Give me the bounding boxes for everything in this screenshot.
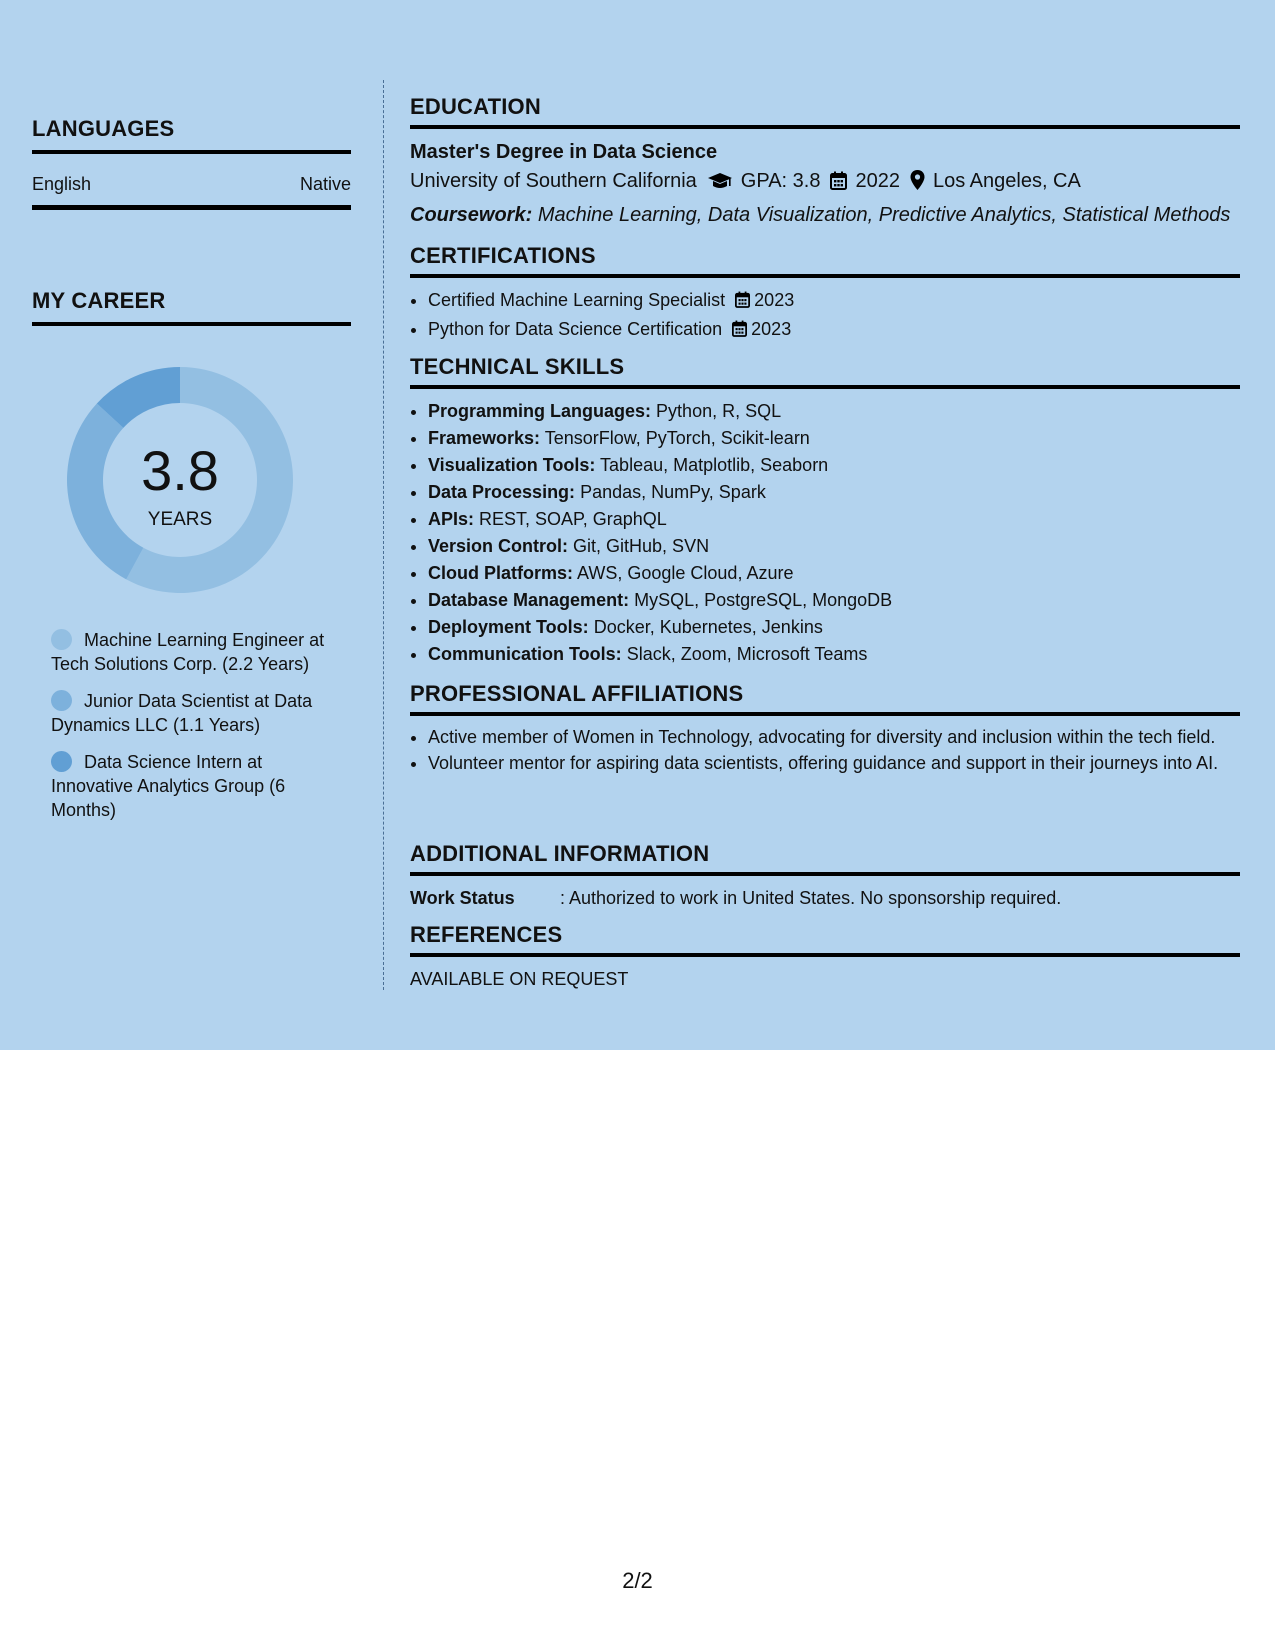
career-total-unit: YEARS [147, 509, 213, 530]
language-name: English [32, 174, 92, 194]
languages-heading: LANGUAGES [32, 116, 351, 154]
skill-value: Python, R, SQL [656, 401, 782, 421]
calendar-icon [735, 289, 750, 316]
affiliations-heading: PROFESSIONAL AFFILIATIONS [410, 681, 1240, 716]
work-status-value: : Authorized to work in United States. No sponsorship required. [560, 888, 1062, 908]
certifications-list [410, 287, 1240, 345]
references-section [410, 922, 1240, 992]
degree-title: Master's Degree in Data Science [410, 141, 718, 163]
skill-label: Version Control: [428, 536, 569, 556]
skill-item [428, 641, 1240, 668]
list-item [428, 287, 1240, 316]
skill-item [428, 506, 1240, 533]
certifications-heading: CERTIFICATIONS [410, 243, 1240, 278]
career-donut-chart [67, 367, 293, 593]
skill-value: MySQL, PostgreSQL, MongoDB [634, 590, 893, 610]
career-item [51, 689, 341, 737]
skill-item [428, 533, 1240, 560]
skills-list [410, 398, 1240, 668]
skill-label: Frameworks: [428, 428, 541, 448]
skill-item [428, 560, 1240, 587]
career-heading: MY CAREER [32, 288, 351, 326]
career-legend [51, 628, 341, 835]
additional-section [410, 841, 1240, 911]
additional-heading: ADDITIONAL INFORMATION [410, 841, 1240, 876]
calendar-icon [830, 169, 847, 200]
skill-item [428, 587, 1240, 614]
skill-label: APIs: [428, 509, 475, 529]
column-divider [383, 80, 384, 990]
skill-item [428, 398, 1240, 425]
education-location: Los Angeles, CA [932, 170, 1081, 192]
education-section [410, 94, 1240, 230]
coursework-label: Coursework: [410, 204, 533, 226]
education-details [410, 166, 1240, 200]
language-level: Native [299, 174, 351, 194]
legend-dot [51, 751, 72, 772]
language-row [32, 174, 351, 210]
list-item: • Volunteer mentor for aspiring data scientists, offering guidance and support in their journeys into AI. [428, 751, 1240, 776]
skill-value: Pandas, NumPy, Spark [580, 482, 766, 502]
certifications-section [410, 243, 1240, 345]
skill-value: TensorFlow, PyTorch, Scikit-learn [544, 428, 810, 448]
skill-value: Slack, Zoom, Microsoft Teams [626, 644, 868, 664]
graduation-cap-icon [707, 169, 733, 200]
gpa: GPA: 3.8 [740, 170, 821, 192]
donut-svg [67, 367, 293, 593]
list-item [428, 316, 1240, 345]
coursework-list: Machine Learning, Data Visualization, Predictive Analytics, Statistical Methods [537, 204, 1231, 226]
certification-year: 2023 [751, 319, 792, 339]
skill-label: Cloud Platforms: [428, 563, 574, 583]
location-pin-icon [910, 169, 925, 200]
work-status-row [410, 885, 1240, 911]
skill-label: Programming Languages: [428, 401, 652, 421]
affiliations-list [410, 725, 1240, 776]
education-heading: EDUCATION [410, 94, 1240, 129]
career-item [51, 750, 341, 822]
legend-dot [51, 629, 72, 650]
skill-label: Database Management: [428, 590, 630, 610]
certification-year: 2023 [754, 290, 795, 310]
career-item-label: Junior Data Scientist at Data Dynamics LLC (1.1 Years) [51, 691, 313, 735]
coursework [410, 200, 1240, 230]
calendar-icon [732, 318, 747, 345]
skill-value: AWS, Google Cloud, Azure [577, 563, 794, 583]
skill-label: Visualization Tools: [428, 455, 596, 475]
skill-item [428, 479, 1240, 506]
career-item-label: Machine Learning Engineer at Tech Solutions Corp. (2.2 Years) [51, 630, 325, 674]
affiliations-section [410, 681, 1240, 777]
work-status-label: Work Status [410, 888, 515, 908]
skill-label: Deployment Tools: [428, 617, 589, 637]
skills-heading: TECHNICAL SKILLS [410, 354, 1240, 389]
list-item: • Active member of Women in Technology, advocating for diversity and inclusion within the tech field. [428, 725, 1240, 750]
skill-label: Communication Tools: [428, 644, 622, 664]
skills-section [410, 354, 1240, 668]
donut-segment [67, 403, 143, 579]
skill-value: REST, SOAP, GraphQL [479, 509, 667, 529]
certification-name: Python for Data Science Certification [428, 319, 723, 339]
skill-item [428, 425, 1240, 452]
career-item [51, 628, 341, 676]
page-number: 2/2 [622, 1568, 653, 1593]
skill-value: Tableau, Matplotlib, Seaborn [600, 455, 829, 475]
skill-item [428, 614, 1240, 641]
skill-value: Git, GitHub, SVN [573, 536, 710, 556]
skill-item [428, 452, 1240, 479]
certification-name: Certified Machine Learning Specialist [428, 290, 726, 310]
graduation-year: 2022 [855, 170, 900, 192]
school-name: University of Southern California [410, 170, 697, 192]
references-text: AVAILABLE ON REQUEST [410, 969, 629, 989]
legend-dot [51, 690, 72, 711]
skill-value: Docker, Kubernetes, Jenkins [593, 617, 823, 637]
career-total-value: 3.8 [141, 439, 219, 502]
references-heading: REFERENCES [410, 922, 1240, 957]
skill-label: Data Processing: [428, 482, 576, 502]
career-item-label: Data Science Intern at Innovative Analytics Group (6 Months) [51, 752, 286, 820]
